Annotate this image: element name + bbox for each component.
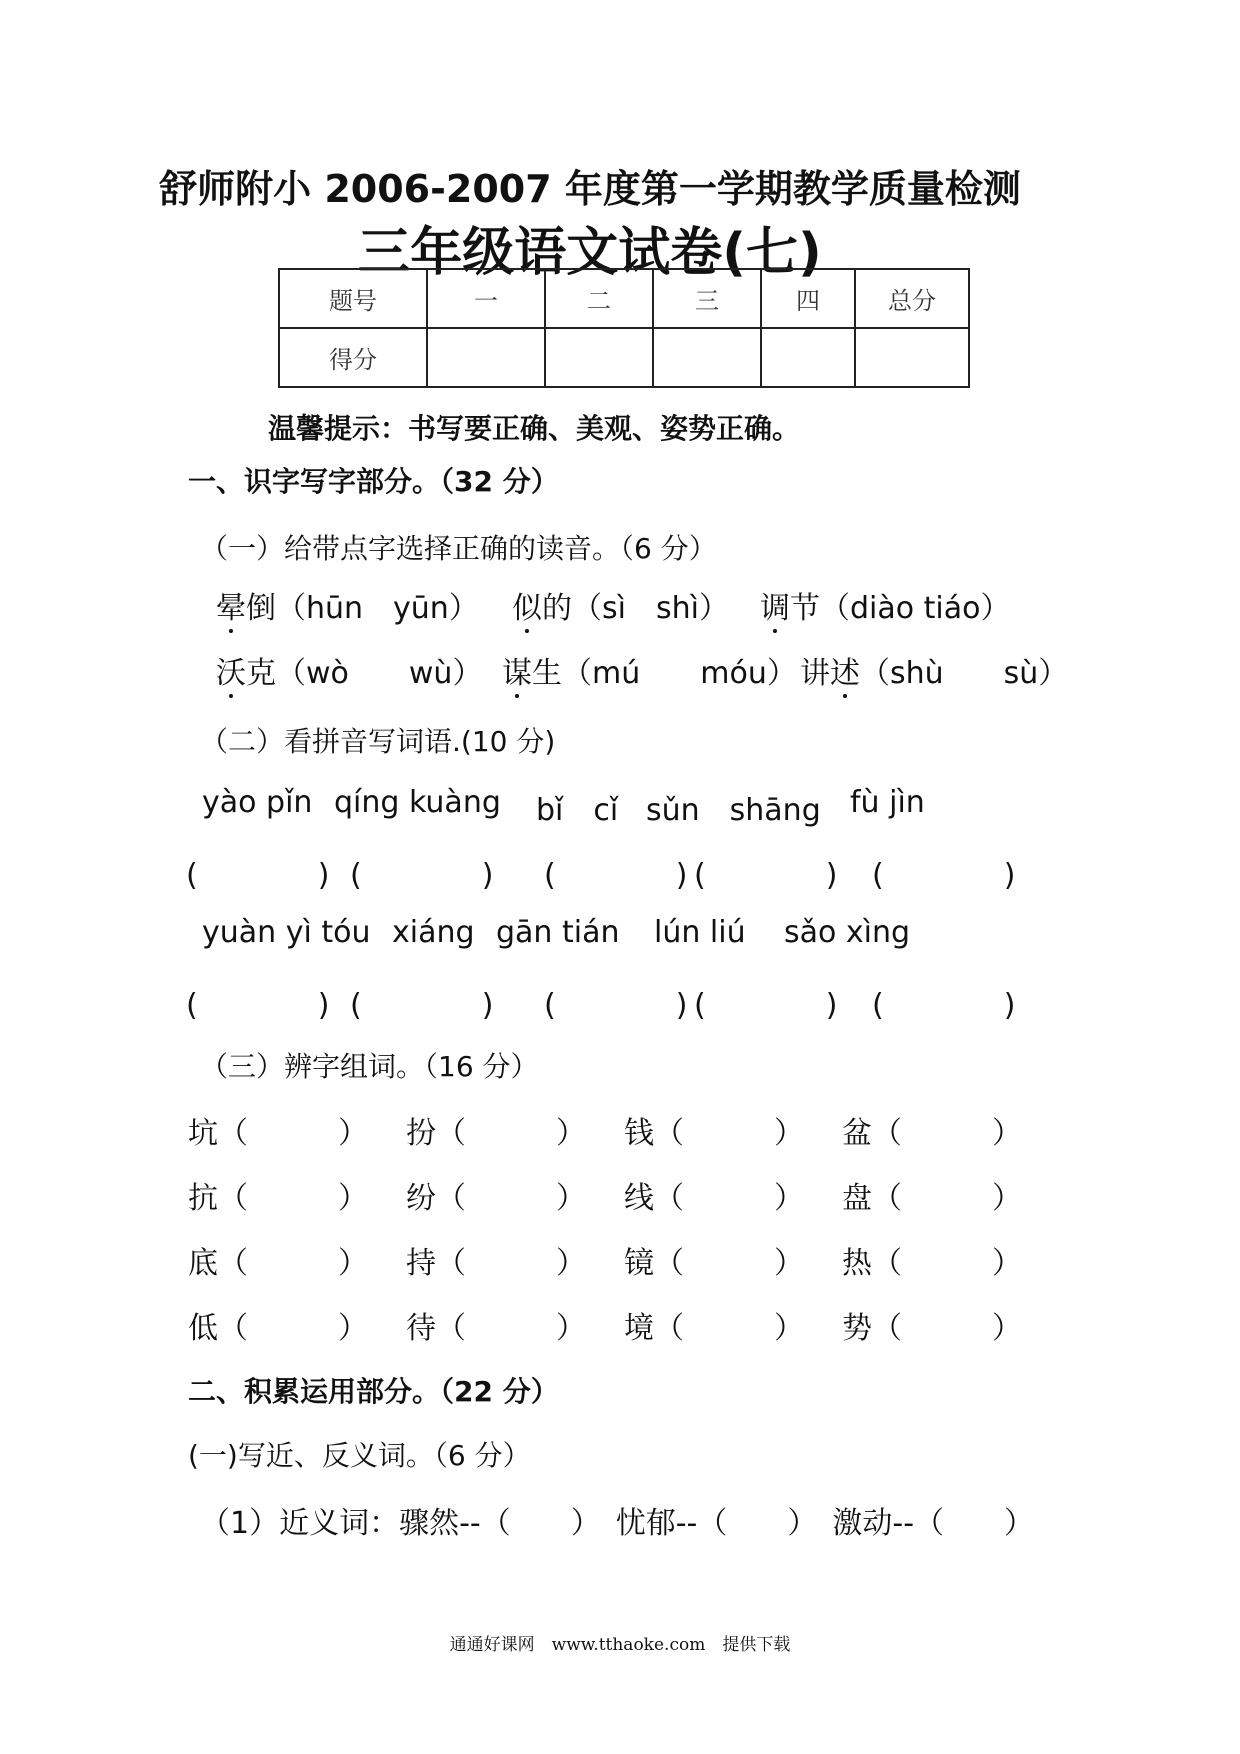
dotted-char: 沃 <box>216 648 246 692</box>
char: 镜 <box>624 1246 654 1281</box>
score-table <box>278 268 970 388</box>
score-cell[interactable] <box>653 328 761 387</box>
word-group-item <box>188 1108 368 1152</box>
pinyin-word: yuàn yì tóu <box>202 915 371 950</box>
answer-blank[interactable]: （ ） <box>218 1311 368 1346</box>
dotted-char: 述 <box>830 648 860 692</box>
word-group-item <box>406 1108 586 1152</box>
pinyin-word: qíng kuàng <box>334 785 501 820</box>
pinyin-word: sǔn shāng <box>646 793 821 828</box>
pinyin-word: xiáng <box>392 915 475 950</box>
answer-blank[interactable]: （ ） <box>436 1116 586 1151</box>
answer-blank[interactable]: （ ） <box>218 1181 368 1216</box>
word-group-item <box>406 1173 586 1217</box>
char: 钱 <box>624 1116 654 1151</box>
answer-blank[interactable]: （ ） <box>436 1246 586 1281</box>
answer-blank[interactable]: ( ) <box>872 988 1016 1023</box>
dotted-char: 似 <box>512 583 542 627</box>
answer-blank[interactable]: （ ） <box>872 1181 1022 1216</box>
answer-blank[interactable]: ( ) <box>544 858 688 893</box>
answer-blank[interactable]: ( ) <box>350 988 494 1023</box>
char: 待 <box>406 1311 436 1346</box>
char: 节 <box>790 591 820 626</box>
char: 抗 <box>188 1181 218 1216</box>
dotted-char: 谋 <box>502 648 532 692</box>
answer-blank[interactable]: （ ） <box>654 1311 804 1346</box>
page-footer: 通通好课网 www.tthaoke.com 提供下载 <box>449 1635 791 1655</box>
char: 势 <box>842 1311 872 1346</box>
reading-item <box>512 583 729 627</box>
answer-blank[interactable]: （ ） <box>436 1181 586 1216</box>
synonym-line[interactable]: （1）近义词：骤然--（ ） 忧郁--（ ） 激动--（ ） <box>200 1506 1035 1541</box>
char: 纷 <box>406 1181 436 1216</box>
school-line: 舒师附小 2006-2007 年度第一学期教学质量检测 <box>159 167 1021 211</box>
table-row <box>279 328 969 387</box>
part1-title: （一）给带点字选择正确的读音。（6 分） <box>200 532 717 565</box>
char: 持 <box>406 1246 436 1281</box>
word-group-item <box>842 1303 1022 1347</box>
char: 盘 <box>842 1181 872 1216</box>
word-group-item <box>624 1303 804 1347</box>
answer-blank[interactable]: （ ） <box>218 1116 368 1151</box>
pinyin-options[interactable]: （diào tiáo） <box>820 591 1011 626</box>
pinyin-options[interactable]: （mú móu） <box>562 656 797 691</box>
pinyin-options[interactable]: （hūn yūn） <box>276 591 479 626</box>
char: 低 <box>188 1311 218 1346</box>
word-group-item <box>842 1173 1022 1217</box>
answer-blank[interactable]: （ ） <box>654 1181 804 1216</box>
char: 境 <box>624 1311 654 1346</box>
word-group-item <box>842 1238 1022 1282</box>
answer-blank[interactable]: （ ） <box>654 1246 804 1281</box>
answer-blank[interactable]: ( ) <box>872 858 1016 893</box>
pinyin-word: lún liú <box>654 915 746 950</box>
answer-blank[interactable]: （ ） <box>654 1116 804 1151</box>
reading-item <box>216 648 482 692</box>
table-row <box>279 269 969 328</box>
table-cell: 一 <box>427 269 545 328</box>
section2-part1-title: (一)写近、反义词。（6 分） <box>188 1439 531 1472</box>
answer-blank[interactable]: ( ) <box>544 988 688 1023</box>
table-cell: 四 <box>761 269 855 328</box>
reading-item <box>800 648 1068 692</box>
word-group-item <box>188 1173 368 1217</box>
exam-title: 三年级语文试卷(七) <box>358 223 822 283</box>
pinyin-options[interactable]: （wò wù） <box>276 656 483 691</box>
section2-title: 二、积累运用部分。（22 分） <box>188 1375 559 1408</box>
dotted-char: 调 <box>760 583 790 627</box>
char: 坑 <box>188 1116 218 1151</box>
score-cell[interactable] <box>427 328 545 387</box>
answer-blank[interactable]: （ ） <box>218 1246 368 1281</box>
dotted-char: 晕 <box>216 583 246 627</box>
answer-blank[interactable]: （ ） <box>872 1246 1022 1281</box>
reading-item <box>760 583 1011 627</box>
word-group-item <box>624 1108 804 1152</box>
score-cell[interactable] <box>761 328 855 387</box>
word-group-item <box>188 1238 368 1282</box>
score-cell[interactable] <box>855 328 969 387</box>
tip-text: 温馨提示：书写要正确、美观、姿势正确。 <box>268 412 801 445</box>
word-group-item <box>624 1173 804 1217</box>
pinyin-word: sǎo xìng <box>784 915 911 950</box>
word-group-item <box>842 1108 1022 1152</box>
section1-title: 一、识字写字部分。（32 分） <box>188 465 559 498</box>
pinyin-word: yào pǐn <box>202 785 313 820</box>
word-group-item <box>406 1303 586 1347</box>
pinyin-options[interactable]: （shù sù） <box>860 656 1069 691</box>
answer-blank[interactable]: ( ) <box>694 858 838 893</box>
part3-title: （三）辨字组词。（16 分） <box>200 1050 539 1083</box>
table-cell: 二 <box>545 269 653 328</box>
answer-blank[interactable]: （ ） <box>872 1311 1022 1346</box>
char: 讲 <box>800 656 830 691</box>
word-group-item <box>406 1238 586 1282</box>
table-cell: 三 <box>653 269 761 328</box>
pinyin-word: bǐ cǐ <box>536 793 619 828</box>
table-cell: 总分 <box>855 269 969 328</box>
word-group-item <box>188 1303 368 1347</box>
answer-blank[interactable]: ( ) <box>186 988 330 1023</box>
answer-blank[interactable]: ( ) <box>350 858 494 893</box>
char: 热 <box>842 1246 872 1281</box>
char: 盆 <box>842 1116 872 1151</box>
table-cell: 得分 <box>279 328 427 387</box>
part2-title: （二）看拼音写词语.(10 分) <box>200 725 556 758</box>
score-cell[interactable] <box>545 328 653 387</box>
table-cell: 题号 <box>279 269 427 328</box>
answer-blank[interactable]: （ ） <box>436 1311 586 1346</box>
pinyin-options[interactable]: （sì shì） <box>572 591 729 626</box>
reading-item <box>216 583 479 627</box>
answer-blank[interactable]: ( ) <box>186 858 330 893</box>
pinyin-word: gān tián <box>496 915 620 950</box>
answer-blank[interactable]: ( ) <box>694 988 838 1023</box>
char: 生 <box>532 656 562 691</box>
char: 倒 <box>246 591 276 626</box>
answer-blank[interactable]: （ ） <box>872 1116 1022 1151</box>
char: 扮 <box>406 1116 436 1151</box>
word-group-item <box>624 1238 804 1282</box>
char: 底 <box>188 1246 218 1281</box>
pinyin-word: fù jìn <box>850 785 925 820</box>
char: 线 <box>624 1181 654 1216</box>
reading-item <box>502 648 797 692</box>
char: 的 <box>542 591 572 626</box>
char: 克 <box>246 656 276 691</box>
